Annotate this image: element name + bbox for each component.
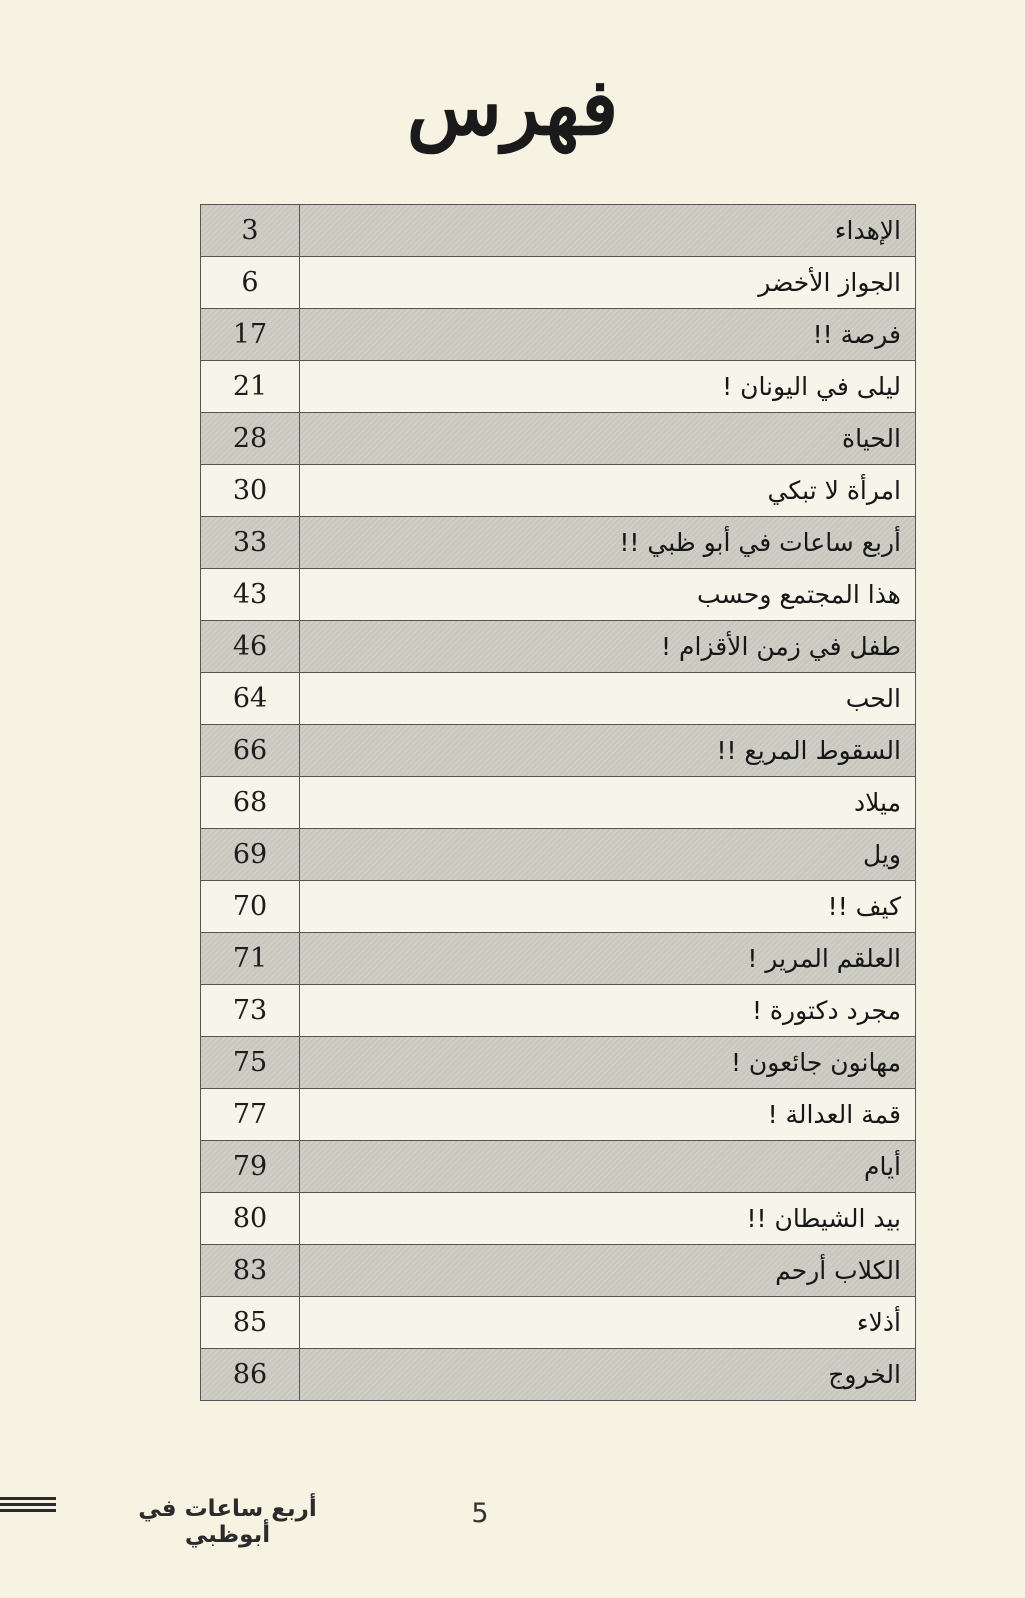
toc-entry-title: الإهداء — [300, 205, 916, 257]
table-of-contents — [200, 204, 916, 1401]
toc-page-number: 17 — [201, 309, 300, 361]
toc-page-number: 77 — [201, 1089, 300, 1141]
toc-row — [201, 777, 916, 829]
footer-page-number: 5 — [471, 1498, 489, 1529]
toc-page-number: 80 — [201, 1193, 300, 1245]
toc-entry-title: مهانون جائعون ! — [300, 1037, 916, 1089]
toc-entry-title: الكلاب أرحم — [300, 1245, 916, 1297]
toc-entry-title: أربع ساعات في أبو ظبي !! — [300, 517, 916, 569]
toc-row — [201, 465, 916, 517]
page-title: فهرس — [406, 62, 619, 153]
toc-page-number: 85 — [201, 1297, 300, 1349]
toc-entry-title: الحب — [300, 673, 916, 725]
toc-row — [201, 1141, 916, 1193]
toc-page-number: 6 — [201, 257, 300, 309]
toc-entry-title: العلقم المرير ! — [300, 933, 916, 985]
toc-entry-title: هذا المجتمع وحسب — [300, 569, 916, 621]
toc-entry-title: أذلاء — [300, 1297, 916, 1349]
toc-row — [201, 1245, 916, 1297]
toc-row — [201, 621, 916, 673]
footer-line — [0, 1509, 56, 1512]
toc-row — [201, 517, 916, 569]
toc-row — [201, 569, 916, 621]
toc-row — [201, 881, 916, 933]
toc-page-number: 73 — [201, 985, 300, 1037]
toc-entry-title: ميلاد — [300, 777, 916, 829]
toc-page-number: 30 — [201, 465, 300, 517]
toc-row — [201, 1089, 916, 1141]
toc-row — [201, 257, 916, 309]
toc-page-number: 69 — [201, 829, 300, 881]
toc-row — [201, 361, 916, 413]
toc-row — [201, 933, 916, 985]
toc-row — [201, 205, 916, 257]
toc-row — [201, 1349, 916, 1401]
toc-entry-title: مجرد دكتورة ! — [300, 985, 916, 1037]
toc-entry-title: الحياة — [300, 413, 916, 465]
toc-page-number: 75 — [201, 1037, 300, 1089]
toc-page-number: 21 — [201, 361, 300, 413]
toc-page-number: 86 — [201, 1349, 300, 1401]
toc-entry-title: الخروج — [300, 1349, 916, 1401]
toc-entry-title: طفل في زمن الأقزام ! — [300, 621, 916, 673]
toc-row — [201, 309, 916, 361]
toc-page-number: 71 — [201, 933, 300, 985]
toc-page-number: 79 — [201, 1141, 300, 1193]
toc-row — [201, 1037, 916, 1089]
toc-entry-title: السقوط المريع !! — [300, 725, 916, 777]
toc-page-number: 46 — [201, 621, 300, 673]
toc-entry-title: قمة العدالة ! — [300, 1089, 916, 1141]
toc-row — [201, 1193, 916, 1245]
toc-row — [201, 1297, 916, 1349]
footer-decoration — [0, 1497, 56, 1519]
toc-page-number: 3 — [201, 205, 300, 257]
toc-entry-title: أيام — [300, 1141, 916, 1193]
toc-entry-title: ويل — [300, 829, 916, 881]
toc-row — [201, 413, 916, 465]
toc-entry-title: فرصة !! — [300, 309, 916, 361]
footer-line — [0, 1497, 56, 1500]
toc-page-number: 66 — [201, 725, 300, 777]
footer-book-title: أربع ساعات في أبوظبي — [138, 1496, 317, 1548]
toc-page-number: 28 — [201, 413, 300, 465]
toc-page-number: 70 — [201, 881, 300, 933]
toc-row — [201, 673, 916, 725]
toc-row — [201, 985, 916, 1037]
toc-body — [201, 205, 916, 1401]
toc-page-number: 68 — [201, 777, 300, 829]
toc-entry-title: كيف !! — [300, 881, 916, 933]
toc-row — [201, 725, 916, 777]
toc-page-number: 83 — [201, 1245, 300, 1297]
toc-page-number: 64 — [201, 673, 300, 725]
toc-row — [201, 829, 916, 881]
toc-page-number: 33 — [201, 517, 300, 569]
toc-entry-title: امرأة لا تبكي — [300, 465, 916, 517]
toc-entry-title: ليلى في اليونان ! — [300, 361, 916, 413]
toc-entry-title: الجواز الأخضر — [300, 257, 916, 309]
toc-entry-title: بيد الشيطان !! — [300, 1193, 916, 1245]
toc-page-number: 43 — [201, 569, 300, 621]
footer-line — [0, 1503, 56, 1506]
